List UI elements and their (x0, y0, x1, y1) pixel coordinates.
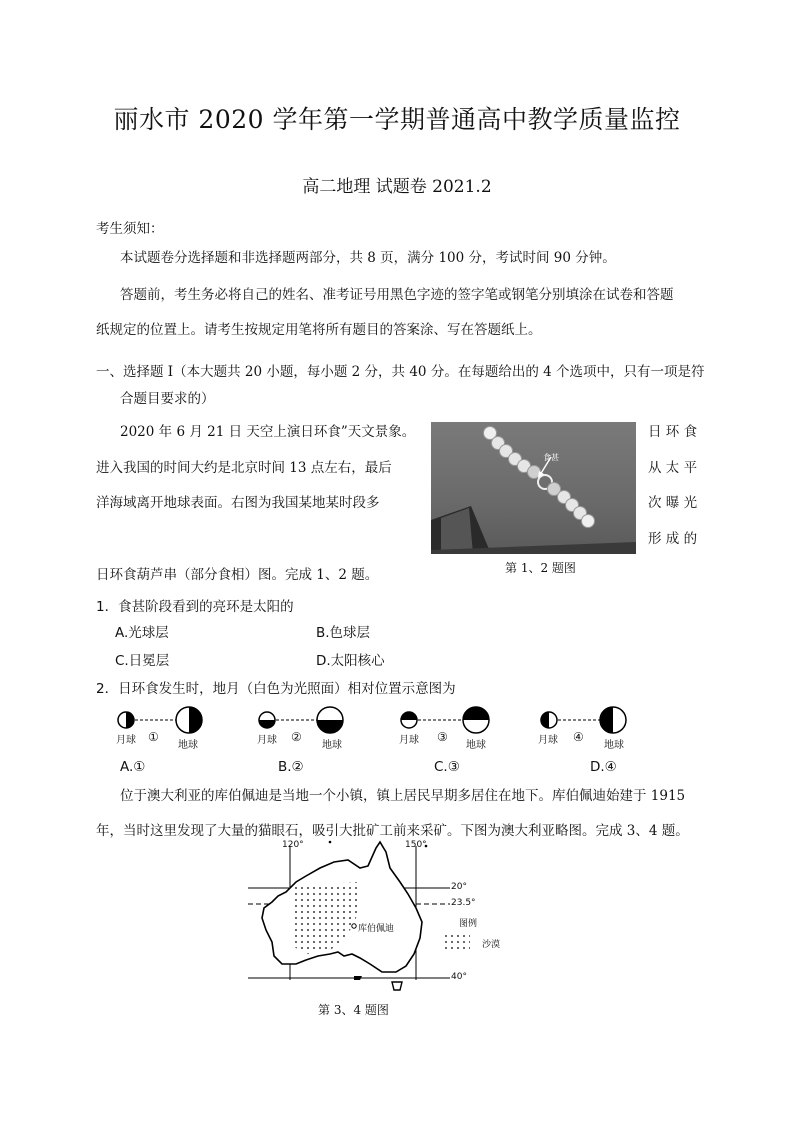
q1-option-a: A.光球层 (115, 625, 169, 641)
d1-earth: 地球 (178, 740, 198, 751)
passage1-right-2: 从 太 平 (648, 460, 698, 476)
q1-option-d: D.太阳核心 (316, 653, 385, 669)
town-label: 库伯佩迪 (358, 924, 395, 934)
notice-line-1: 本试题卷分选择题和非选择题两部分，共 8 页，满分 100 分，考试时间 90 分钟。 (120, 250, 616, 266)
passage1-line-1: 2020 年 6 月 21 日 天空上演日环食”天文景象。 (120, 424, 416, 440)
q2-option-c: C.③ (434, 759, 460, 775)
d1-moon: 月球 (116, 735, 136, 746)
legend-title: 图例 (459, 919, 478, 929)
section-heading: 一、选择题 I（本大题共 20 小题，每小题 2 分，共 40 分。在每题给出的 4 个选项中，只有一项是符 (96, 364, 705, 380)
notice-heading: 考生须知： (96, 221, 164, 237)
d2-earth: 地球 (322, 740, 342, 751)
legend-desert: 沙漠 (482, 940, 501, 950)
lat-23-5: 23.5° (451, 898, 476, 908)
australia-map (246, 838, 476, 998)
d3-moon: 月球 (399, 735, 419, 746)
lat-20: 20° (451, 882, 467, 892)
q2-stem: 2．日环食发生时，地月（白色为光照面）相对位置示意图为 (96, 681, 456, 697)
d2-moon: 月球 (257, 735, 277, 746)
figure-caption-2: 第 3、4 题图 (318, 1003, 389, 1017)
d1-num: ① (148, 730, 159, 744)
roof-silhouette (431, 422, 636, 554)
d4-moon: 月球 (538, 735, 558, 746)
passage2-line-1: 位于澳大利亚的库伯佩迪是当地一个小镇，镇上居民早期多居住在地下。库伯佩迪始建于 1915 (120, 788, 686, 804)
q1-option-c: C.日冕层 (115, 653, 170, 669)
d2-num: ② (291, 730, 302, 744)
q2-option-a: A.① (120, 759, 146, 775)
totality-label: 食甚 (543, 453, 559, 462)
notice-line-2a: 答题前，考生务必将自己的姓名、准考证号用黑色字迹的签字笔或钢笔分别填涂在试卷和答题 (120, 287, 674, 303)
diagram-1 (118, 707, 202, 733)
passage1-right-1: 日 环 食 (648, 424, 698, 440)
section-heading-cont: 合题目要求的） (120, 391, 215, 407)
passage1-line-3: 洋海域离开地球表面。右图为我国某地某时段多 (96, 495, 380, 511)
passage1-right-4: 形 成 的 (648, 531, 698, 547)
q2-option-d: D.④ (590, 759, 617, 775)
d4-earth: 地球 (604, 740, 624, 751)
figure-caption-1: 第 1、2 题图 (505, 561, 576, 575)
notice-line-2b: 纸规定的位置上。请考生按规定用笔将所有题目的答案涂、写在答题纸上。 (96, 322, 542, 338)
lon-120: 120° (282, 840, 304, 850)
passage2-line-2: 年，当时这里发现了大量的猫眼石，吸引大批矿工前来采矿。下图为澳大利亚略图。完成 3、4 题。 (96, 823, 689, 839)
q2-option-b: B.② (278, 759, 304, 775)
lon-150: 150° (405, 840, 427, 850)
lat-40: 40° (451, 972, 467, 982)
q1-stem: 1．食甚阶段看到的亮环是太阳的 (96, 599, 294, 615)
d3-num: ③ (437, 730, 448, 744)
d4-num: ④ (573, 730, 584, 744)
eclipse-photo (431, 422, 636, 554)
passage1-line-2: 进入我国的时间大约是北京时间 13 点左右，最后 (96, 460, 392, 476)
d3-earth: 地球 (466, 740, 486, 751)
q1-option-b: B.色球层 (316, 625, 371, 641)
passage1-line-5: 日环食葫芦串（部分食相）图。完成 1、2 题。 (96, 567, 379, 583)
page-title: 丽水市 2020 学年第一学期普通高中教学质量监控 (113, 105, 681, 134)
page-subtitle: 高二地理 试题卷 2021.2 (302, 177, 492, 197)
passage1-right-3: 次 曝 光 (648, 495, 698, 511)
